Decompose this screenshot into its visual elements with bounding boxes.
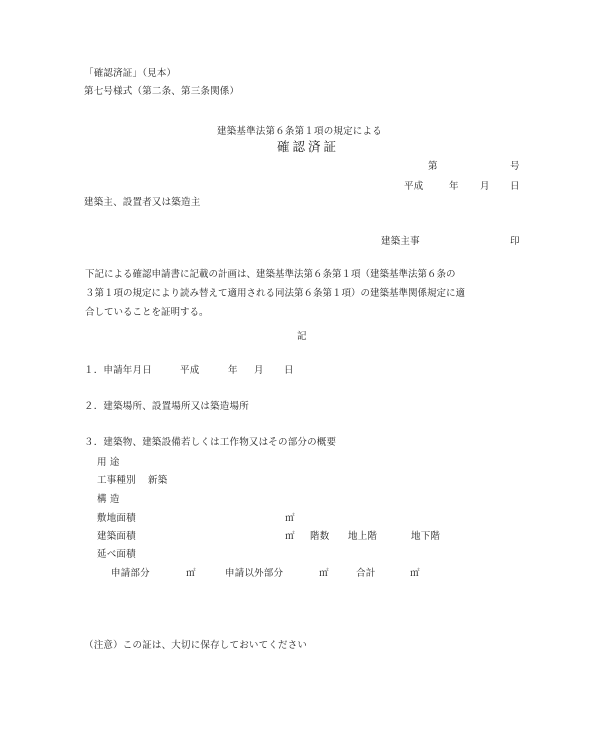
application-part-unit: ㎡ xyxy=(186,568,196,579)
sample-label: 「確認済証」（見本） xyxy=(84,68,177,79)
structure-label: 構 造 xyxy=(97,494,120,505)
seal-mark: 印 xyxy=(510,236,520,247)
work-type-value: 新築 xyxy=(148,475,168,486)
ki-heading: 記 xyxy=(297,331,307,342)
work-type-label: 工事種別 xyxy=(97,475,136,486)
addressee: 建築主、設置者又は築造主 xyxy=(84,197,201,208)
usage-label: 用 途 xyxy=(97,457,120,468)
below-ground-label: 地下階 xyxy=(411,531,441,542)
floors-label: 階数 xyxy=(310,531,330,542)
issue-date-year: 年 xyxy=(449,181,459,192)
item2-label: ２．建築場所、設置場所又は築造場所 xyxy=(84,401,249,412)
non-application-part-label: 申請以外部分 xyxy=(225,568,284,579)
document-subtitle: 建築基準法第６条第１項の規定による xyxy=(217,126,382,137)
item1-year: 年 xyxy=(228,365,238,376)
paragraph-line-3: 合していることを証明する。 xyxy=(85,307,209,318)
item1-era: 平成 xyxy=(180,365,200,376)
form-number: 第七号様式（第二条、第三条関係） xyxy=(84,86,240,97)
total-unit: ㎡ xyxy=(410,568,420,579)
building-area-label: 建築面積 xyxy=(97,531,136,542)
item1-label: １．申請年月日 xyxy=(84,365,152,376)
issuer-label: 建築主事 xyxy=(381,236,420,247)
number-prefix: 第 xyxy=(428,161,438,172)
issue-date-era: 平成 xyxy=(404,181,424,192)
paragraph-line-2: ３第１項の規定により読み替えて適用される同法第６条第１項）の建築基準関係規定に適 xyxy=(85,288,466,299)
issue-date-day: 日 xyxy=(510,181,520,192)
application-part-label: 申請部分 xyxy=(111,568,150,579)
site-area-label: 敷地面積 xyxy=(97,513,136,524)
non-application-part-unit: ㎡ xyxy=(319,568,329,579)
total-floor-area-label: 延べ面積 xyxy=(97,549,136,560)
document-title: 確認済証 xyxy=(277,139,340,154)
number-suffix: 号 xyxy=(510,161,520,172)
total-label: 合計 xyxy=(356,568,376,579)
above-ground-label: 地上階 xyxy=(348,531,378,542)
item1-month: 月 xyxy=(254,365,264,376)
building-area-unit: ㎡ xyxy=(285,531,295,542)
site-area-unit: ㎡ xyxy=(285,513,295,524)
certification-paragraph xyxy=(85,265,525,322)
item1-day: 日 xyxy=(284,365,294,376)
footer-note: （注意）この証は、大切に保存しておいてください xyxy=(84,640,308,651)
item3-label: ３．建築物、建築設備若しくは工作物又はその部分の概要 xyxy=(84,437,337,448)
paragraph-line-1: 下記による確認申請書に記載の計画は、建築基準法第６条第１項（建築基準法第６条の xyxy=(85,269,456,280)
issue-date-month: 月 xyxy=(480,181,490,192)
